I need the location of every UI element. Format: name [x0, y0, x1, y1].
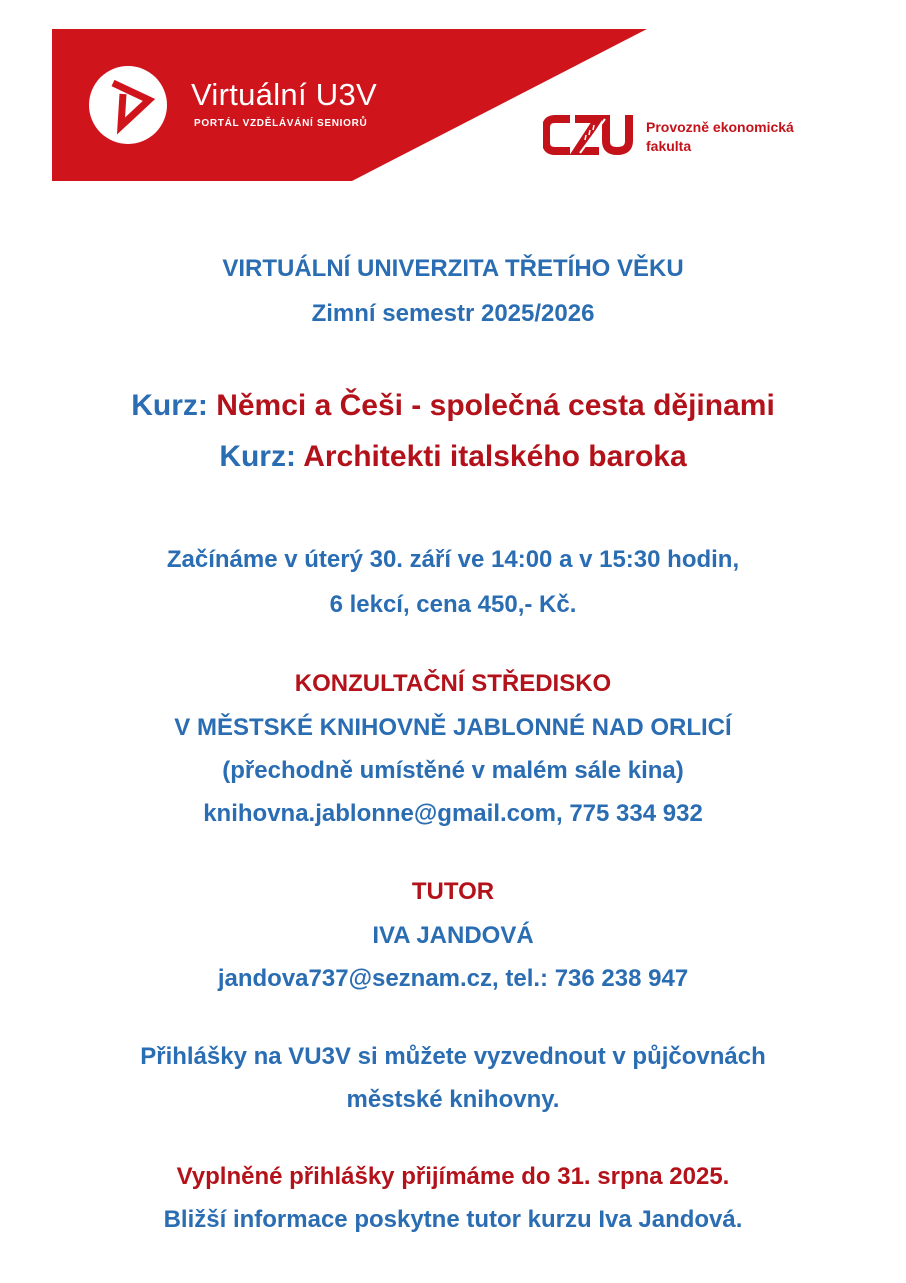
course-1	[0, 389, 906, 423]
schedule-line-2: 6 lekcí, cena 450,- Kč.	[329, 591, 577, 618]
applications-line-2: městské knihovny.	[346, 1086, 560, 1113]
semester-title: Zimní semestr 2025/2026	[311, 300, 595, 327]
play-logo-icon	[89, 66, 167, 144]
brand-subtitle: PORTÁL VZDĚLÁVÁNÍ SENIORŮ	[194, 118, 368, 129]
tutor-heading: TUTOR	[411, 878, 495, 905]
schedule-line-1: Začínáme v úterý 30. září ve 14:00 a v 15:30 hodin,	[166, 546, 740, 573]
center-contact: knihovna.jablonne@gmail.com, 775 334 932	[203, 800, 703, 827]
faculty-line-2: fakulta	[646, 138, 692, 154]
tutor-contact: jandova737@seznam.cz, tel.: 736 238 947	[217, 965, 689, 992]
center-note: (přechodně umístěné v malém sále kina)	[222, 757, 684, 784]
applications-line-1: Přihlášky na VU3V si můžete vyzvednout v půjčovnách	[140, 1043, 766, 1070]
course-2	[0, 440, 906, 474]
tutor-name: IVA JANDOVÁ	[372, 922, 534, 949]
course-2-name: Architekti italského baroka	[303, 440, 687, 473]
course-2-prefix: Kurz:	[219, 440, 304, 473]
center-heading: KONZULTAČNÍ STŘEDISKO	[294, 670, 612, 697]
deadline-text: Vyplněné přihlášky přijímáme do 31. srpna 2025.	[176, 1163, 730, 1190]
course-1-prefix: Kurz:	[131, 389, 217, 422]
info-text: Bližší informace poskytne tutor kurzu Iva Jandová.	[163, 1206, 743, 1233]
brand-title: Virtuální U3V	[191, 77, 377, 112]
center-name: V MĚSTSKÉ KNIHOVNĚ JABLONNÉ NAD ORLICÍ	[174, 714, 732, 741]
czu-logo-icon	[543, 113, 635, 157]
faculty-name	[646, 118, 794, 156]
faculty-line-1: Provozně ekonomická	[646, 119, 794, 135]
university-title: VIRTUÁLNÍ UNIVERZITA TŘETÍHO VĚKU	[222, 255, 684, 282]
course-1-name: Němci a Češi - společná cesta dějinami	[216, 389, 775, 422]
